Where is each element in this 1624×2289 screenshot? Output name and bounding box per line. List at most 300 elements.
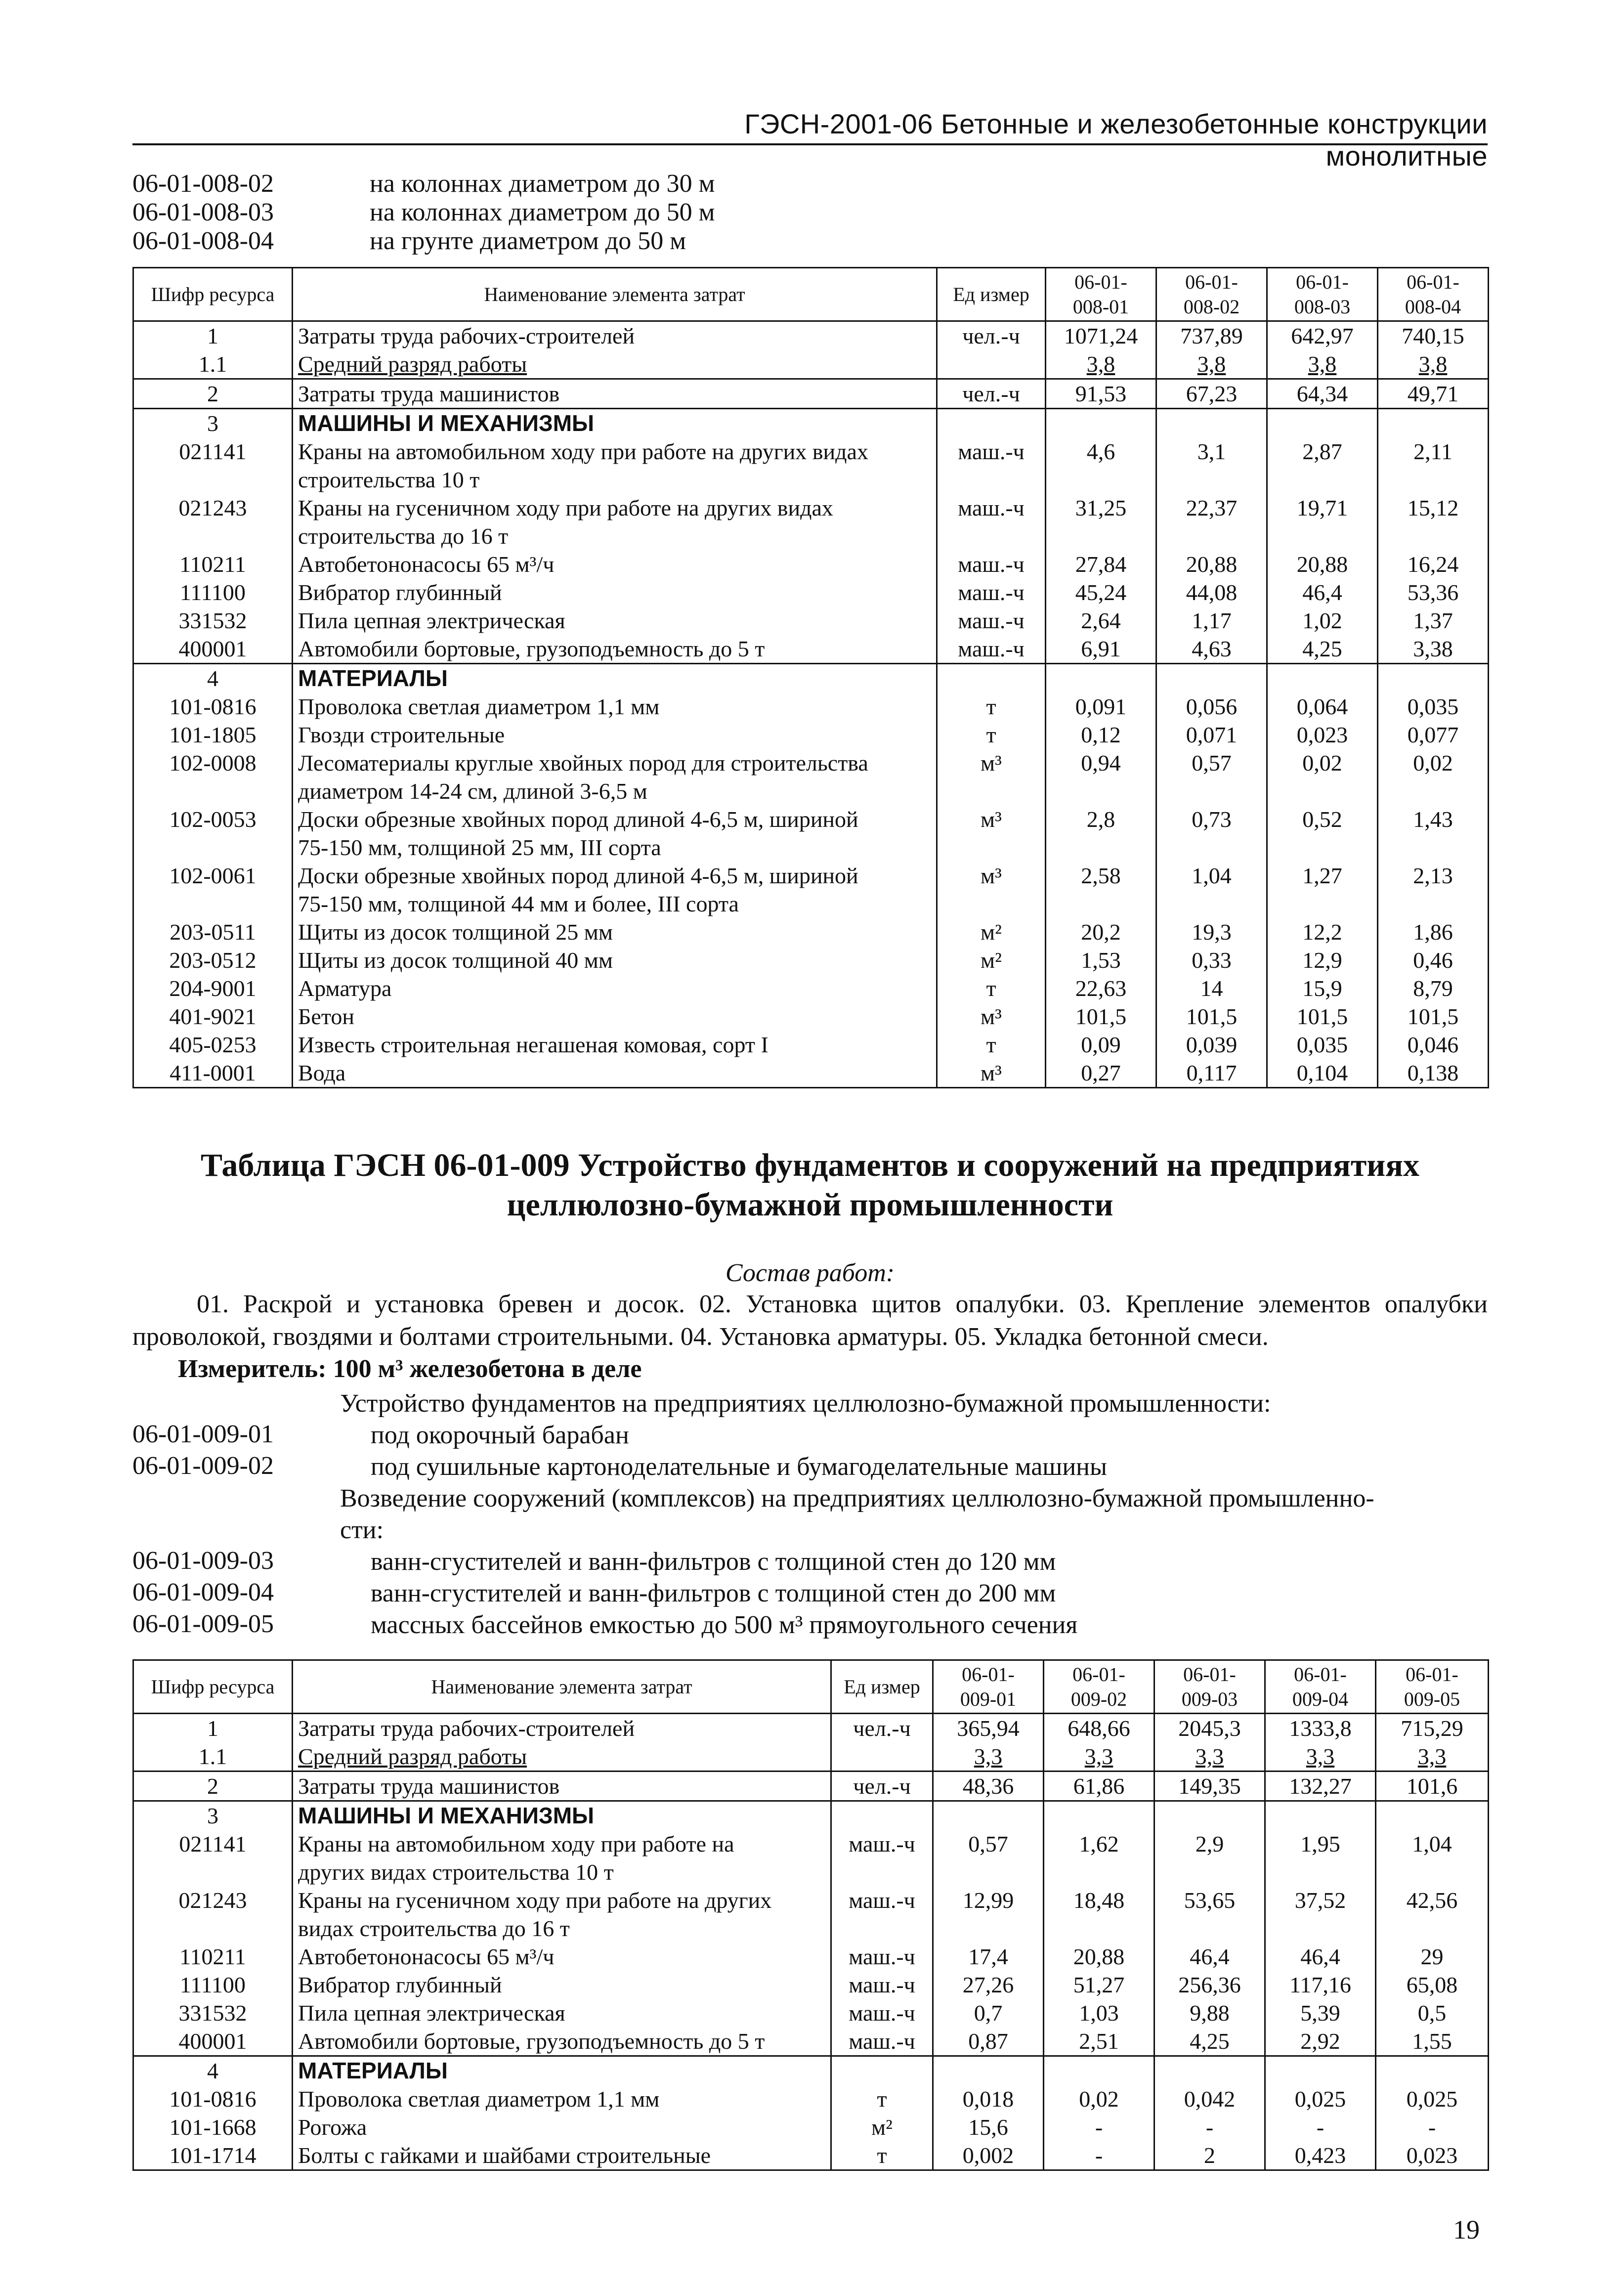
value-cell: 2,92	[1265, 2027, 1376, 2056]
cost-element-name: Доски обрезные хвойных пород длиной 4-6,5 м, шириной	[293, 805, 937, 833]
table-row	[133, 833, 1489, 862]
value-cell	[1267, 777, 1378, 805]
value-cell: 0,57	[1156, 749, 1267, 777]
cost-element-name: Затраты труда машинистов	[293, 1771, 831, 1801]
value-cell	[1156, 409, 1267, 438]
cost-element-name: Пила цепная электрическая	[293, 1999, 831, 2027]
value-cell: 12,9	[1267, 946, 1378, 974]
table-row	[133, 1943, 1489, 1971]
value-cell: 1,53	[1046, 946, 1156, 974]
value-cell: 2,87	[1267, 437, 1378, 466]
table-row	[133, 2027, 1489, 2056]
norms-table-008	[132, 267, 1489, 1088]
cost-element-name: 75-150 мм, толщиной 25 мм, III сорта	[293, 833, 937, 862]
header-name: Наименование элемента затрат	[293, 1660, 831, 1714]
header-rule	[132, 143, 1488, 145]
value-cell: 0,023	[1376, 2141, 1489, 2170]
value-cell	[1267, 522, 1378, 550]
unit-cell: м³	[937, 749, 1046, 777]
cost-element-name: Автомобили бортовые, грузоподъемность до 5 т	[293, 2027, 831, 2056]
value-cell: 132,27	[1265, 1771, 1376, 1801]
unit-cell: маш.-ч	[937, 437, 1046, 466]
value-cell	[1378, 833, 1489, 862]
value-cell: 0,02	[1378, 749, 1489, 777]
resource-code-cell	[133, 522, 293, 550]
value-cell	[1265, 2056, 1376, 2085]
value-cell: 0,02	[1267, 749, 1378, 777]
value-cell: 49,71	[1378, 379, 1489, 409]
table-row	[133, 1914, 1489, 1943]
unit-cell	[937, 890, 1046, 918]
table-row	[133, 437, 1489, 466]
unit-cell: маш.-ч	[937, 494, 1046, 522]
value-cell: 0,002	[933, 2141, 1044, 2170]
resource-code-cell: 2	[133, 1771, 293, 1801]
value-cell: 19,3	[1156, 918, 1267, 946]
value-cell: 4,25	[1267, 635, 1378, 664]
value-cell: 0,035	[1378, 692, 1489, 721]
unit-cell: чел.-ч	[937, 321, 1046, 350]
value-cell: 6,91	[1046, 635, 1156, 664]
resource-code-cell: 411-0001	[133, 1059, 293, 1088]
table-row	[133, 409, 1489, 438]
value-cell: 12,2	[1267, 918, 1378, 946]
value-cell: 0,7	[933, 1999, 1044, 2027]
cost-element-name: строительства 10 т	[293, 466, 937, 494]
table-row	[133, 578, 1489, 606]
unit-cell: м³	[937, 805, 1046, 833]
unit-cell	[937, 466, 1046, 494]
value-cell: 18,48	[1044, 1886, 1154, 1914]
value-cell: 53,65	[1154, 1886, 1265, 1914]
unit-cell: чел.-ч	[831, 1714, 933, 1743]
value-cell	[1376, 1801, 1489, 1830]
table-row	[133, 1002, 1489, 1031]
value-cell: 3,8	[1046, 350, 1156, 379]
table-row	[133, 1771, 1489, 1801]
value-cell	[1376, 2056, 1489, 2085]
value-cell: 27,84	[1046, 550, 1156, 578]
value-cell: 0,73	[1156, 805, 1267, 833]
resource-code-cell: 1.1	[133, 350, 293, 379]
header-col-2: 06-01- 008-02	[1156, 268, 1267, 321]
value-cell: 2,13	[1378, 862, 1489, 890]
group-code: 06-01-009-02	[132, 1452, 274, 1480]
value-cell: 48,36	[933, 1771, 1044, 1801]
value-cell	[1265, 1914, 1376, 1943]
value-cell: 0,018	[933, 2085, 1044, 2113]
value-cell: 0,077	[1378, 721, 1489, 749]
value-cell: 20,2	[1046, 918, 1156, 946]
value-cell: 5,39	[1265, 1999, 1376, 2027]
resource-code-cell: 2	[133, 379, 293, 409]
resource-code-cell: 101-1668	[133, 2113, 293, 2141]
value-cell: 3,38	[1378, 635, 1489, 664]
value-cell: 46,4	[1267, 578, 1378, 606]
value-cell	[1154, 1801, 1265, 1830]
value-cell	[1046, 890, 1156, 918]
unit-cell: т	[937, 721, 1046, 749]
group-text: под сушильные картоноделательные и бумагоделательные машины	[371, 1453, 1107, 1481]
cost-element-name: Автомобили бортовые, грузоподъемность до 5 т	[293, 635, 937, 664]
value-cell: 53,36	[1378, 578, 1489, 606]
unit-cell	[831, 1858, 933, 1886]
value-cell: 0,5	[1376, 1999, 1489, 2027]
value-cell: 22,37	[1156, 494, 1267, 522]
value-cell: 149,35	[1154, 1771, 1265, 1801]
cost-element-name: Вода	[293, 1059, 937, 1088]
cost-element-name: Затраты труда машинистов	[293, 379, 937, 409]
group-text: ванн-сгустителей и ванн-фильтров с толщиной стен до 120 мм	[371, 1548, 1056, 1576]
table-title: Таблица ГЭСН 06-01-009 Устройство фундаментов и сооружений на предприятиях целлюлозно-бумажной промышленности	[200, 1147, 1420, 1223]
value-cell	[1046, 664, 1156, 693]
group-text: ванн-сгустителей и ванн-фильтров с толщиной стен до 200 мм	[371, 1579, 1056, 1607]
resource-code-cell: 3	[133, 409, 293, 438]
unit-cell	[937, 522, 1046, 550]
value-cell: 2,8	[1046, 805, 1156, 833]
value-cell: 4,6	[1046, 437, 1156, 466]
value-cell: 737,89	[1156, 321, 1267, 350]
value-cell: 642,97	[1267, 321, 1378, 350]
value-cell: 0,025	[1376, 2085, 1489, 2113]
value-cell: 65,08	[1376, 1971, 1489, 1999]
unit-cell	[831, 1801, 933, 1830]
group-code: 06-01-009-05	[132, 1610, 274, 1638]
cost-element-name: Краны на автомобильном ходу при работе на	[293, 1830, 831, 1858]
value-cell: 0,09	[1046, 1031, 1156, 1059]
resource-code-cell: 102-0008	[133, 749, 293, 777]
unit-cell	[937, 664, 1046, 693]
header-col-5: 06-01- 009-05	[1376, 1660, 1489, 1714]
value-cell: 3,3	[933, 1742, 1044, 1771]
group-text: под окорочный барабан	[371, 1421, 629, 1449]
value-cell: 0,117	[1156, 1059, 1267, 1088]
table-row	[133, 550, 1489, 578]
header-col-4: 06-01- 009-04	[1265, 1660, 1376, 1714]
cost-element-name: диаметром 14-24 см, длиной 3-6,5 м	[293, 777, 937, 805]
unit-cell	[831, 1742, 933, 1771]
resource-code-cell: 102-0053	[133, 805, 293, 833]
table-row	[133, 466, 1489, 494]
unit-cell: т	[831, 2141, 933, 2170]
table-row	[133, 379, 1489, 409]
value-cell: 2,64	[1046, 606, 1156, 635]
table-row	[133, 2085, 1489, 2113]
value-cell: 61,86	[1044, 1771, 1154, 1801]
cost-element-name: Проволока светлая диаметром 1,1 мм	[293, 692, 937, 721]
table-row	[133, 692, 1489, 721]
table-row	[133, 749, 1489, 777]
cost-element-name: Рогожа	[293, 2113, 831, 2141]
value-cell	[1044, 1914, 1154, 1943]
value-cell	[1156, 466, 1267, 494]
work-composition-text: 01. Раскрой и установка бревен и досок. 02. Установка щитов опалубки. 03. Крепление элементов опалубки проволокой, гвоздями и болтами строительными. 04. Установка арматуры. 05. Укладка бетонной смеси.	[132, 1290, 1488, 1351]
unit-cell: чел.-ч	[831, 1771, 933, 1801]
value-cell	[1378, 664, 1489, 693]
value-cell: 64,34	[1267, 379, 1378, 409]
value-cell	[1046, 833, 1156, 862]
header-col-3: 06-01- 009-03	[1154, 1660, 1265, 1714]
table-row	[133, 1886, 1489, 1914]
value-cell: -	[1265, 2113, 1376, 2141]
value-cell: 15,9	[1267, 974, 1378, 1002]
cost-element-name: 75-150 мм, толщиной 44 мм и более, III сорта	[293, 890, 937, 918]
header-unit: Ед измер	[831, 1660, 933, 1714]
value-cell	[1046, 522, 1156, 550]
unit-cell: маш.-ч	[831, 2027, 933, 2056]
value-cell: 1,04	[1156, 862, 1267, 890]
value-cell: -	[1376, 2113, 1489, 2141]
value-cell: 0,071	[1156, 721, 1267, 749]
resource-code-cell: 1.1	[133, 1742, 293, 1771]
meter-value: 100 м³ железобетона в деле	[333, 1355, 642, 1383]
table-row	[133, 606, 1489, 635]
table-row	[133, 522, 1489, 550]
resource-code-cell: 4	[133, 2056, 293, 2085]
value-cell	[1267, 664, 1378, 693]
group-code: 06-01-009-01	[132, 1420, 274, 1448]
value-cell: 1,27	[1267, 862, 1378, 890]
cost-element-name: Щиты из досок толщиной 40 мм	[293, 946, 937, 974]
value-cell: 1,03	[1044, 1999, 1154, 2027]
value-cell: 101,5	[1378, 1002, 1489, 1031]
unit-cell: м²	[937, 946, 1046, 974]
value-cell: 0,46	[1378, 946, 1489, 974]
unit-cell: маш.-ч	[831, 1971, 933, 1999]
group-code: 06-01-009-03	[132, 1547, 274, 1575]
table-row	[133, 1801, 1489, 1830]
resource-code-cell	[133, 777, 293, 805]
table-row	[133, 918, 1489, 946]
resource-code-cell: 405-0253	[133, 1031, 293, 1059]
table-row	[133, 1830, 1489, 1858]
cost-element-name: МАТЕРИАЛЫ	[293, 2056, 831, 2085]
value-cell: 14	[1156, 974, 1267, 1002]
value-cell	[1378, 522, 1489, 550]
value-cell: 1,17	[1156, 606, 1267, 635]
value-cell: 17,4	[933, 1943, 1044, 1971]
running-header: ГЭСН-2001-06 Бетонные и железобетонные конструкции монолитные	[744, 108, 1488, 172]
page-number: 19	[1453, 2215, 1480, 2245]
resource-code-cell	[133, 890, 293, 918]
value-cell: 27,26	[933, 1971, 1044, 1999]
value-cell: 101,5	[1267, 1002, 1378, 1031]
value-cell: 0,138	[1378, 1059, 1489, 1088]
cost-element-name: Лесоматериалы круглые хвойных пород для строительства	[293, 749, 937, 777]
value-cell: 1,55	[1376, 2027, 1489, 2056]
cost-element-name: Вибратор глубинный	[293, 1971, 831, 1999]
value-cell: -	[1154, 2113, 1265, 2141]
unit-cell: м²	[831, 2113, 933, 2141]
resource-code-cell: 3	[133, 1801, 293, 1830]
unit-cell: чел.-ч	[937, 379, 1046, 409]
group-text: Устройство фундаментов на предприятиях целлюлозно-бумажной промышленности:	[340, 1389, 1271, 1418]
value-cell: 715,29	[1376, 1714, 1489, 1743]
value-cell: 20,88	[1267, 550, 1378, 578]
value-cell: 2,58	[1046, 862, 1156, 890]
resource-code-cell: 111100	[133, 1971, 293, 1999]
resource-code-cell: 331532	[133, 1999, 293, 2027]
resource-code-cell: 102-0061	[133, 862, 293, 890]
header-code: Шифр ресурса	[133, 268, 293, 321]
header-col-2: 06-01- 009-02	[1044, 1660, 1154, 1714]
value-cell: 0,035	[1267, 1031, 1378, 1059]
value-cell: 0,056	[1156, 692, 1267, 721]
value-cell: 0,87	[933, 2027, 1044, 2056]
value-cell: 740,15	[1378, 321, 1489, 350]
meter-label: Измеритель:	[178, 1355, 327, 1383]
resource-code-cell: 1	[133, 1714, 293, 1743]
value-cell: 3,3	[1265, 1742, 1376, 1771]
cost-element-name: Проволока светлая диаметром 1,1 мм	[293, 2085, 831, 2113]
code-description: на колоннах диаметром до 50 м	[370, 198, 715, 226]
table-row	[133, 721, 1489, 749]
resource-code-cell: 021243	[133, 494, 293, 522]
value-cell: 0,064	[1267, 692, 1378, 721]
value-cell: 16,24	[1378, 550, 1489, 578]
value-cell: 45,24	[1046, 578, 1156, 606]
value-cell: 0,57	[933, 1830, 1044, 1858]
value-cell: 9,88	[1154, 1999, 1265, 2027]
value-cell: 12,99	[933, 1886, 1044, 1914]
group-code: 06-01-009-04	[132, 1578, 274, 1606]
value-cell: 4,25	[1154, 2027, 1265, 2056]
value-cell	[1378, 890, 1489, 918]
cost-element-name: Бетон	[293, 1002, 937, 1031]
value-cell: 1071,24	[1046, 321, 1156, 350]
value-cell: 0,27	[1046, 1059, 1156, 1088]
code-description: на грунте диаметром до 50 м	[370, 227, 686, 255]
norms-table-009	[132, 1659, 1489, 2171]
cost-element-name: Средний разряд работы	[293, 350, 937, 379]
value-cell: 101,5	[1156, 1002, 1267, 1031]
value-cell	[1154, 1914, 1265, 1943]
unit-cell	[937, 833, 1046, 862]
unit-cell	[937, 350, 1046, 379]
resource-code-cell: 400001	[133, 2027, 293, 2056]
resource-code-cell: 4	[133, 664, 293, 693]
cost-element-name: строительства до 16 т	[293, 522, 937, 550]
value-cell: 3,3	[1154, 1742, 1265, 1771]
table-row	[133, 1031, 1489, 1059]
table-row	[133, 321, 1489, 350]
cost-element-name: Гвозди строительные	[293, 721, 937, 749]
value-cell: 15,12	[1378, 494, 1489, 522]
value-cell: 22,63	[1046, 974, 1156, 1002]
cost-element-name: МАШИНЫ И МЕХАНИЗМЫ	[293, 409, 937, 438]
cost-element-name: МАТЕРИАЛЫ	[293, 664, 937, 693]
value-cell: 0,091	[1046, 692, 1156, 721]
unit-cell: маш.-ч	[831, 1999, 933, 2027]
cost-element-name: Пила цепная электрическая	[293, 606, 937, 635]
value-cell: 2	[1154, 2141, 1265, 2170]
value-cell: 3,8	[1267, 350, 1378, 379]
cost-element-name: видах строительства до 16 т	[293, 1914, 831, 1943]
cost-element-name: Автобетононасосы 65 м³/ч	[293, 1943, 831, 1971]
value-cell: 256,36	[1154, 1971, 1265, 1999]
value-cell	[1265, 1858, 1376, 1886]
cost-element-name: Щиты из досок толщиной 25 мм	[293, 918, 937, 946]
value-cell: 3,3	[1044, 1742, 1154, 1771]
unit-cell: маш.-ч	[831, 1830, 933, 1858]
resource-code-cell: 021141	[133, 1830, 293, 1858]
value-cell	[1376, 1858, 1489, 1886]
value-cell	[1378, 466, 1489, 494]
value-cell	[1265, 1801, 1376, 1830]
resource-code: 06-01-008-04	[132, 227, 274, 255]
value-cell: 2,51	[1044, 2027, 1154, 2056]
value-cell	[1044, 1801, 1154, 1830]
code-description: на колоннах диаметром до 30 м	[370, 170, 715, 198]
value-cell	[1267, 833, 1378, 862]
value-cell: 1,95	[1265, 1830, 1376, 1858]
value-cell	[1378, 409, 1489, 438]
header-col-3: 06-01- 008-03	[1267, 268, 1378, 321]
resource-code-cell: 203-0511	[133, 918, 293, 946]
resource-code-cell	[133, 1914, 293, 1943]
cost-element-name: МАШИНЫ И МЕХАНИЗМЫ	[293, 1801, 831, 1830]
value-cell: 0,104	[1267, 1059, 1378, 1088]
table-row	[133, 2113, 1489, 2141]
value-cell: 0,025	[1265, 2085, 1376, 2113]
group-text: Возведение сооружений (комплексов) на предприятиях целлюлозно-бумажной промышленно-	[340, 1484, 1374, 1512]
value-cell: 1,37	[1378, 606, 1489, 635]
unit-cell	[937, 409, 1046, 438]
cost-element-name: Средний разряд работы	[293, 1742, 831, 1771]
unit-cell: м³	[937, 1059, 1046, 1088]
unit-cell: маш.-ч	[937, 578, 1046, 606]
value-cell	[1046, 409, 1156, 438]
value-cell: 46,4	[1265, 1943, 1376, 1971]
value-cell: 3,3	[1376, 1742, 1489, 1771]
value-cell: 51,27	[1044, 1971, 1154, 1999]
value-cell: -	[1044, 2141, 1154, 2170]
table-row	[133, 1858, 1489, 1886]
unit-cell: м³	[937, 1002, 1046, 1031]
value-cell: 0,042	[1154, 2085, 1265, 2113]
table-row	[133, 890, 1489, 918]
header-code: Шифр ресурса	[133, 1660, 293, 1714]
value-cell: 0,423	[1265, 2141, 1376, 2170]
resource-code-cell	[133, 466, 293, 494]
table-row	[133, 777, 1489, 805]
resource-code-cell: 204-9001	[133, 974, 293, 1002]
value-cell: 4,63	[1156, 635, 1267, 664]
resource-code-cell: 111100	[133, 578, 293, 606]
table-row	[133, 635, 1489, 664]
table-row	[133, 494, 1489, 522]
value-cell: 0,33	[1156, 946, 1267, 974]
value-cell: 2,11	[1378, 437, 1489, 466]
value-cell	[1046, 466, 1156, 494]
table-row	[133, 2056, 1489, 2085]
work-composition-heading: Состав работ:	[725, 1259, 895, 1287]
value-cell: -	[1044, 2113, 1154, 2141]
value-cell: 0,023	[1267, 721, 1378, 749]
value-cell: 0,039	[1156, 1031, 1267, 1059]
value-cell: 0,52	[1267, 805, 1378, 833]
unit-cell: маш.-ч	[831, 1943, 933, 1971]
unit-cell: т	[937, 692, 1046, 721]
unit-cell: т	[831, 2085, 933, 2113]
table-row	[133, 664, 1489, 693]
unit-cell	[937, 777, 1046, 805]
value-cell	[1154, 2056, 1265, 2085]
table-row	[133, 805, 1489, 833]
value-cell	[1044, 1858, 1154, 1886]
unit-cell: т	[937, 974, 1046, 1002]
resource-code-cell: 110211	[133, 1943, 293, 1971]
